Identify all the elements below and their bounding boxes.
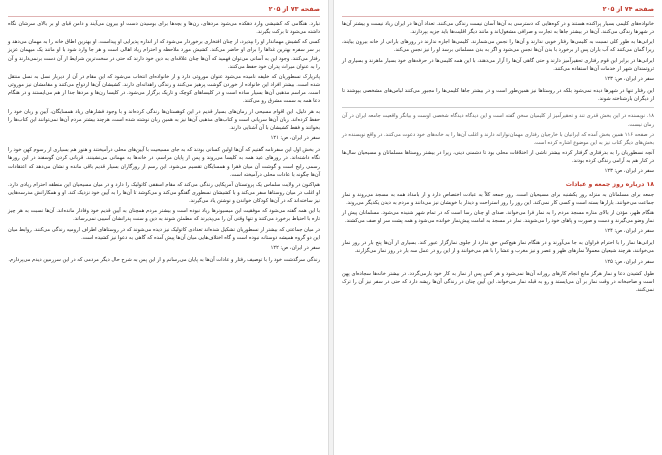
paragraph: به هر دلیل، این اقوام مسیحی از زمان‌های بسیار قدیم در این کوهستان‌ها زندگی کرده‌اند و با وجود فشارهای زیاد همسایگان، آیین و زبان خود را حفظ کرده‌اند. زبان آن‌ها سریانی است و کتاب‌های مذهبی آن‌ها نیز به همین زبان نوشته شده است، هرچند بیشتر مردم آن‌ها نمی‌توانند این کتاب‌ها را بخوانند و فقط کشیشان با آن آشنایی دارند.	[8, 108, 320, 131]
paragraph: هنگام ظهر، مؤذن از بالای مناره مسجد مردم را به نماز فرا می‌خواند. صدای او چنان رسا است که در تمام شهر شنیده می‌شود. مسلمانان پیش از نماز وضو می‌گیرند و دست و صورت و پاهای خود را می‌شویند. نماز در مسجد به امامت پیش‌نماز خوانده می‌شود و همه پشت سر او صف می‌کشند.	[342, 209, 654, 224]
paragraph: زندگی سرگذشت خود را با توصیف رفتار و عادات آن‌ها به پایان می‌رسانم و از این پس به شرح حال دیگر مردمی که در این سرزمین دیدم می‌پردازم.	[8, 257, 320, 264]
page-number-label: صفحه ۷۳ از ۲۰۵	[268, 5, 320, 13]
paragraph: هم‌اکنون در ولایت سلماس یک پروتستان آمریکایی زندگی می‌کند که مقام اسقفی کاتولیک را دارد و در میان مسیحیان این منطقه احترام زیادی دارد. او اغلب در میان روستاها سفر می‌کند و با کشیشان نسطوری گفتگو می‌کند و می‌کوشد تا آن‌ها را به آیین خود نزدیک کند. او و همکارانش مدرسه‌هایی نیز ساخته‌اند که در آن‌ها کودکان خواندن و نوشتن یاد می‌گیرند.	[8, 181, 320, 205]
footnote-divider	[342, 107, 654, 108]
page-body	[342, 20, 654, 451]
footnote: در صفحه ۱۱۶ همین بخش آمده که ایرانیان با خارجیان رفتاری مهمان‌نوازانه دارند و اغلب آن‌ها را به خانه‌های خود دعوت می‌کنند. در واقع نویسنده در بخش‌های دیگر کتاب نیز به این موضوع اشاره کرده است.	[342, 131, 655, 146]
paragraph: این رفتار تنها در شهرها دیده نمی‌شود بلکه در روستاها نیز همین‌طور است و در بیشتر جاها کلیمی‌ها را مجبور می‌کنند لباس‌های مشخصی بپوشند تا از دیگران بازشناخته شوند.	[342, 88, 654, 103]
source-reference: سفر در ایران، ص: ۱۲۵	[604, 258, 654, 265]
paragraph: در میان جماعتی که بیشتر از نسطوریان تشکیل شده‌اند تعدادی کاتولیک نیز دیده می‌شوند که در روستاهای اطراف ارومیه زندگی می‌کنند. روابط میان این دو گروه همیشه دوستانه نبوده است و گاه اختلاف‌هایی میان آن‌ها پیش آمده که گاهی به دعوا نیز کشیده است.	[8, 226, 320, 241]
paragraph: پاتریارک نسطوریان که خلیفه نامیده می‌شود عنوان موروثی دارد و از خانواده‌ای انتخاب می‌شود که این مقام در آن از دیرباز نسل به نسل منتقل شده است. بیشتر افراد این خانواده از خوردن گوشت پرهیز می‌کنند و زندگی زاهدانه‌ای دارند. کشیشان آن‌ها ازدواج می‌کنند و مقامشان نیز موروثی است. مراسم مذهبی آن‌ها بسیار ساده است و در کلیساهای کوچک و تاریک برگزار می‌شود. در کلیسا زن‌ها و مردها جدا از هم می‌ایستند و در هنگام دعا همه به سمت مشرق رو می‌کنند.	[8, 73, 320, 105]
source-reference: سفر در ایران، ص: ۱۲۳	[604, 75, 654, 82]
page-number-label: صفحه ۷۴ از ۲۰۵	[602, 5, 654, 13]
right-page	[334, 0, 662, 455]
source-reference: سفر در ایران، ص: ۱۲۳	[604, 168, 654, 175]
paragraph: آنچه نسطوریان را به بدرفتاری گرفتار کرده بیشتر ناشی از اختلافات محلی بود تا دشمنی دینی، زیرا در بیشتر روستاها مسلمانان و مسیحیان سال‌ها در کنار هم به آرامی زندگی کرده بودند.	[342, 150, 654, 165]
paragraph: خانواده‌های کلیمی بسیار پراکنده هستند و در کوه‌هایی که دسترسی به آن‌ها آسان نیست زندگی می‌کنند. تعداد آن‌ها در ایران زیاد نیست و بیشتر آن‌ها در شهرها زندگی می‌کنند. آن‌ها در بیشتر جاها به تجارت و صرافی مشغول‌اند و مانند دیگر اقلیت‌ها باید جزیه بپردازند.	[342, 21, 654, 36]
source-reference: سفر در ایران، ص: ۱۲۲	[270, 244, 320, 251]
source-reference: سفر در ایران، ص: ۱۲۱	[270, 135, 320, 142]
paragraph: ایرانی‌ها در برابر این قوم رفتاری تحقیرآمیز دارند و حتی گاهی آن‌ها را آزار می‌دهند، با این همه کلیمی‌ها در حرفه‌های خود بسیار ماهرند و بسیاری از ثروتمندان شهر از خدمات آن‌ها استفاده می‌کنند.	[342, 57, 654, 72]
paragraph: ایرانی‌ها به طور کلی نسبت به کلیمی‌ها رفتار خوبی ندارند و آن‌ها را نجس می‌شمارند. کلیمی‌ها اجازه ندارند در روزهای بارانی از خانه بیرون بیایند، زیرا گمان می‌کنند که آب باران پس از برخورد با بدن آن‌ها نجس می‌شود و اگر به بدن مسلمانی برسد او را نیز نجس می‌کند.	[342, 39, 654, 54]
paragraph: در بخش اول این سفرنامه گفتیم که آن‌ها اولین کسانی بودند که به جای مسیحیت با آیین‌های محلی درآمیختند و هنوز هم بسیاری از رسوم کهن خود را نگاه داشته‌اند. در روزهای عید همه به کلیسا می‌روند و پس از پایان مراسم، در خانه‌ها به مهمانی می‌نشینند. قربانی کردن گوسفند در این روزها رسمی رایج است و گوشت آن میان فقرا و همسایگان تقسیم می‌شود. این رسم از روزگاران بسیار قدیم باقی مانده و نشان می‌دهد که اعتقادات آن‌ها چگونه با عادات محلی درآمیخته است.	[8, 147, 320, 178]
section-heading: ۱۸ درباره روز جمعه و عبادات	[565, 180, 654, 188]
paragraph: کسی که کشیش مهماندار او را بپذیرد، از چنان افتخاری برخوردار می‌شود که از اندازه پذیرایی او پیداست. او بهترین اطاق خانه را به مهمان می‌دهد و بر سر سفره بهترین غذاها را برای او حاضر می‌کند. کشیش مورد ملاحظه و احترام زیاد اهالی است و هر جا وارد شود با او مانند یک میهمان عزیز رفتار می‌کنند. وجود این به آسانی می‌توان فهمید که آن‌ها چنان علاقه‌ای به دین خود دارند که حتی در سخت‌ترین شرایط از آن دست برنمی‌دارند و آن را به عنوان میراث پدران خود حفظ می‌کنند.	[8, 39, 320, 70]
left-page	[0, 0, 328, 455]
paragraph: ایرانی‌ها نماز را با احترام فراوان به جا می‌آورند و در هنگام نماز هیچ‌کس حق ندارد از جلوی نمازگزار عبور کند. بسیاری از آن‌ها پنج بار در روز نماز می‌خوانند، هرچند شیعیان معمولاً نمازهای ظهر و عصر و نیز مغرب و عشا را با هم می‌خوانند و از این رو در عمل سه بار در روز نماز می‌گزارند.	[342, 240, 654, 255]
header-divider	[8, 16, 320, 17]
page-body	[8, 20, 320, 451]
source-reference: سفر در ایران، ص: ۱۲۴	[604, 228, 654, 235]
paragraph: طول کشیدن دعا و نماز هرگز مانع انجام کارهای روزانه آن‌ها نمی‌شود و هر کس پس از نماز به کار خود بازمی‌گردد. در بیشتر خانه‌ها سجاده‌ای پهن است و صاحبخانه در وقت نماز بر آن می‌ایستد و رو به قبله نماز می‌خواند. این آیین چنان در زندگی آن‌ها ریشه دارد که حتی در سفر نیز آن را ترک نمی‌کنند.	[342, 270, 654, 294]
paragraph: جمعه برای مسلمانان به منزله روز یکشنبه برای مسیحیان است. روز جمعه کلاً به عبادت اختصاص دارد و از بامداد همه به مسجد می‌روند و نماز جماعت می‌خوانند. بازارها بسته است و کسی کار نمی‌کند. این روز را روز استراحت و دیدار با خویشان نیز می‌دانند و مردم به دیدن یکدیگر می‌روند.	[342, 191, 654, 206]
paragraph: نبارد. هنگامی که کشیشی وارد دهکده می‌شود مردهای، زن‌ها و بچه‌ها برای بوسیدن دست او بیرون می‌آیند و دامن قبای او بر بالای سرشان نگاه داشته می‌شود تا برکت بگیرند.	[8, 21, 320, 36]
header-divider	[342, 16, 654, 17]
page-header	[8, 4, 320, 15]
footnote: ۱۸. نویسنده در این بخش قدری تند و تحقیرآمیز از کلیمیان سخن گفته است و این دیدگاه دیدگاه شخصی اوست و بیانگر واقعیت جامعه ایران در آن زمان نیست.	[342, 113, 654, 128]
page-header	[342, 4, 654, 15]
paragraph: با این همه گفته می‌شود که موفقیت این میسیونرها زیاد نبوده است و بیشتر مردم همچنان به آیین قدیم خود وفادار مانده‌اند. آن‌ها نسبت به هر چیز تازه با احتیاط برخورد می‌کنند و تنها وقتی آن را می‌پذیرند که مطمئن شوند به دین و سنت پدرانشان آسیبی نمی‌رساند.	[8, 208, 320, 223]
